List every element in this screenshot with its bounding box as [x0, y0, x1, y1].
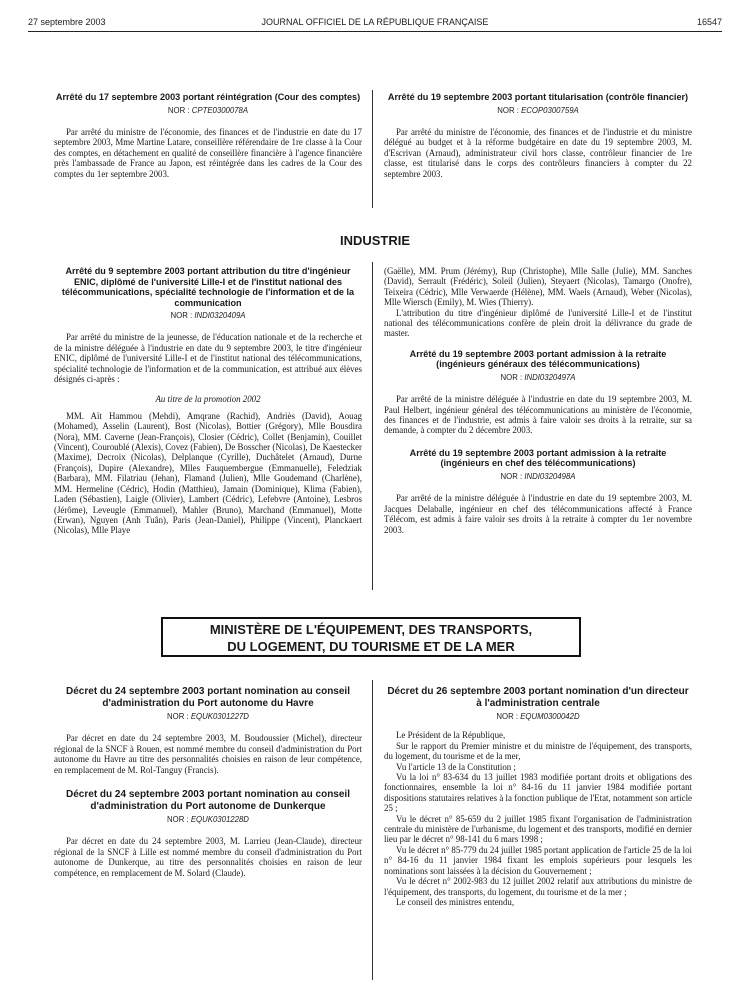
nor-reference: NOR : EQUK0301227D [167, 712, 249, 721]
header-page-number: 16547 [696, 17, 722, 27]
decret-title: Décret du 24 septembre 2003 portant nomination au conseil d'administration du Port autonome de Dunkerque [66, 789, 350, 812]
header-date: 27 septembre 2003 [28, 17, 106, 27]
arrete-title: Arrêté du 9 septembre 2003 portant attribution du titre d'ingénieur ENIC, diplômé de l'université Lille-I et de l'institut national des télécommunications, spécialité technologie de l'information et de la communication [61, 266, 355, 308]
arrete-title: Arrêté du 19 septembre 2003 portant admission à la retraite (ingénieurs en chef des télécommunications) [409, 447, 667, 469]
arrete-enic-continued [384, 266, 692, 535]
ministry-heading-line: MINISTÈRE DE L'ÉQUIPEMENT, DES TRANSPORTS, [209, 622, 533, 637]
promotion-subtitle: Au titre de la promotion 2002 [155, 394, 261, 405]
graduate-names-continued: (Gaëlle), MM. Prum (Jérémy), Rup (Christophe), Mlle Salle (Julie), MM. Sanches (David), Serrault (Frédéric), Soleil (Julien), Steyaert (Nicolas), Tamargo (Onofre), Teixeira (Cédric), Mlle Verwaerde (Hélène), MM. Waels (Arnaud), Weber (Nicolas), Mlle Wiersch (Emily), M. Wies (Thierry). [384, 266, 692, 308]
decret-body: Par décret en date du 24 septembre 2003, M. Boudoussier (Michel), directeur régional de la SNCF à Rouen, est nommé membre du conseil d'administration du Port autonome du Havre au titre des personnalités choisies en raison de leur compétence, en remplacement de M. Rol-Tanguy (Francis). [54, 733, 362, 775]
arrete-title: Arrêté du 17 septembre 2003 portant réintégration (Cour des comptes) [55, 92, 361, 102]
arrete-body: Par arrêté du ministre de l'économie, des finances et de l'industrie et du ministre délégué au budget et à la réforme budgétaire en date du 19 septembre 2003, M. d'Escrivan (Arnaud), administrateur civil hors classe, contrôleur financier de 1re classe, est titularisé dans le corps des contrôleurs financiers à compter du 22 septembre 2003. [384, 126, 692, 179]
header-title: JOURNAL OFFICIEL DE LA RÉPUBLIQUE FRANÇAISE [261, 17, 489, 27]
column-divider-middle [372, 262, 373, 590]
decret-paragraph: Sur le rapport du Premier ministre et du ministre de l'équipement, des transports, du logement, du tourisme et de la mer, [384, 740, 692, 762]
arrete-body: Par arrêté de la ministre déléguée à l'industrie en date du 19 septembre 2003, M. Paul Helbert, ingénieur général des télécommunications au ministère de l'économie, des finances et de l'industrie, est admis à faire valoir ses droits à la retraite, sur sa demande, à compter du 2 décembre 2003. [384, 394, 692, 436]
arrete-body: Par arrêté de la ministre déléguée à l'industrie en date du 19 septembre 2003, M. Jacques Delaballe, ingénieur en chef des télécommunications affecté à France Télécom, est admis à faire valoir ses droits à la retraite à compter du 1er novembre 2003. [384, 493, 692, 535]
arrete-reintegration [54, 92, 362, 179]
running-header [28, 17, 722, 32]
nor-reference: NOR : INDI0320498A [500, 471, 576, 481]
arrete-title: Arrêté du 19 septembre 2003 portant titularisation (contrôle financier) [387, 92, 689, 102]
section-heading-industrie: INDUSTRIE [339, 233, 411, 248]
decret-body: Par décret en date du 24 septembre 2003, M. Larrieu (Jean-Claude), directeur régional de la SNCF à Lille est nommé membre du conseil d'administration du Port autonome de Dunkerque, au titre des personnalités choisies en raison de leur compétence, en remplacement de M. Solard (Claude). [54, 836, 362, 878]
nor-reference: NOR : EQUK0301228D [167, 815, 249, 825]
decret-paragraph: Le Président de la République, [396, 730, 506, 741]
ministry-heading-line: DU LOGEMENT, DU TOURISME ET DE LA MER [227, 639, 515, 654]
arrete-retraite-chef [384, 448, 692, 535]
arrete-enic [54, 266, 362, 536]
master-grade-note: L'attribution du titre d'ingénieur diplômé de l'université Lille-I et de l'institut national des télécommunications confère de plein droit la délivrance du grade de master. [384, 307, 692, 339]
decret-dunkerque [54, 789, 362, 878]
decret-havre [54, 686, 362, 878]
arrete-title: Arrêté du 19 septembre 2003 portant admission à la retraite (ingénieurs généraux des télécommunications) [409, 348, 667, 370]
nor-reference: NOR : INDI0320409A [170, 311, 246, 320]
arrete-titularisation [384, 92, 692, 179]
decret-paragraph: Vu le décret n° 85-779 du 24 juillet 1985 portant application de l'article 25 de la loi n° 84-16 du 11 janvier 1984 fixant les emplois supérieurs pour lesquels les nominations sont laissées à la décision du Gouvernement ; [384, 844, 692, 876]
decret-paragraph: Vu la loi n° 83-634 du 13 juillet 1983 modifiée portant droits et obligations des fonctionnaires, ensemble la loi n° 84-16 du 11 janvier 1984 modifiée portant dispositions statutaires relatives à la fonction publique de l'Etat, notamment son article 25 ; [384, 772, 692, 814]
ministry-heading-box [161, 617, 581, 657]
decret-title: Décret du 24 septembre 2003 portant nomination au conseil d'administration du Port autonome du Havre [66, 686, 350, 709]
nor-reference: NOR : EQUM0300042D [496, 712, 580, 721]
column-divider-bottom [372, 680, 373, 980]
column-divider-top [372, 90, 373, 208]
decret-directeur [384, 686, 692, 907]
nor-reference: NOR : INDI0320497A [500, 372, 576, 382]
graduate-names-list: MM. Aït Hammou (Mehdi), Amqrane (Rachid), Andriès (David), Aouag (Mohamed), Asselin (Laurent), Bost (Nicolas), Bottier (Grégory), Mlle Bousdira (Nora), MM. Caverne (Jean-François), Closier (Cédric), Collet (Benjamin), Couillet (Vincent), Couroublé (Alexis), Covez (Fabien), De Bosscher (Nicolas), De Kaestecker (Maxime), Decroix (Nicolas), Delplanque (Cyrille), Duchâtelet (Arnaud), Durne (François), Dupire (Alexandre), Mlles Fauquembergue (Emmanuelle), Feledziak (Barbara), MM. Filatriau (Jehan), Flamand (Julien), Mlle Goudemand (Charlène), MM. Hermeline (Cédric), Hodin (Matthieu), Jamain (Dominique), Klima (Fabien), Laden (Sébastien), Laigle (Olivier), Lambert (Cédric), Lefebvre (Antoine), Lesbros (Jérôme), Leveugle (Emmanuel), Mahler (Bruno), Marchand (Emmanuel), Motte (Erwan), Nguyen (Anh Tuân), Paris (Jean-Daniel), Philippe (Vincent), Planckaert (Nicolas), Mlle Playe [54, 410, 362, 536]
decret-paragraph: Vu le décret n° 85-659 du 2 juillet 1985 fixant l'organisation de l'administration centrale du ministère de l'urbanisme, du logement et des transports, modifié en dernier lieu par le décret n° 98-141 du 6 mars 1998 ; [384, 813, 692, 845]
arrete-body: Par arrêté du ministre de la jeunesse, de l'éducation nationale et de la recherche et de la ministre déléguée à l'industrie en date du 9 septembre 2003, le titre d'ingénieur ENIC, diplômé de l'université Lille-I et de l'institut national des télécommunications, spécialité technologie de l'information et de la communication, est attribué aux élèves désignés ci-après : [54, 332, 362, 385]
decret-paragraph: Le conseil des ministres entendu, [396, 896, 515, 907]
arrete-retraite-generaux [384, 349, 692, 436]
arrete-body: Par arrêté du ministre de l'économie, des finances et de l'industrie en date du 17 septembre 2003, Mme Martine Latare, conseillère référendaire de 1re classe à la Cour des comptes, en détachement en qualité de conseillère financière à l'agence financière près l'ambassade de France au Japon, est réintégrée dans les cadres de la Cour des comptes du 1er septembre 2003. [54, 126, 362, 179]
nor-reference: NOR : ECOP0300759A [497, 105, 579, 115]
decret-paragraph: Vu le décret n° 2002-983 du 12 juillet 2002 relatif aux attributions du ministre de l'équipement, des transports, du logement, du tourisme et de la mer ; [384, 876, 692, 897]
nor-reference: NOR : CPTE0300078A [167, 105, 249, 115]
decret-paragraph: Vu l'article 13 de la Constitution ; [396, 761, 516, 772]
decret-title: Décret du 26 septembre 2003 portant nomination d'un directeur à l'administration centrale [387, 686, 689, 709]
